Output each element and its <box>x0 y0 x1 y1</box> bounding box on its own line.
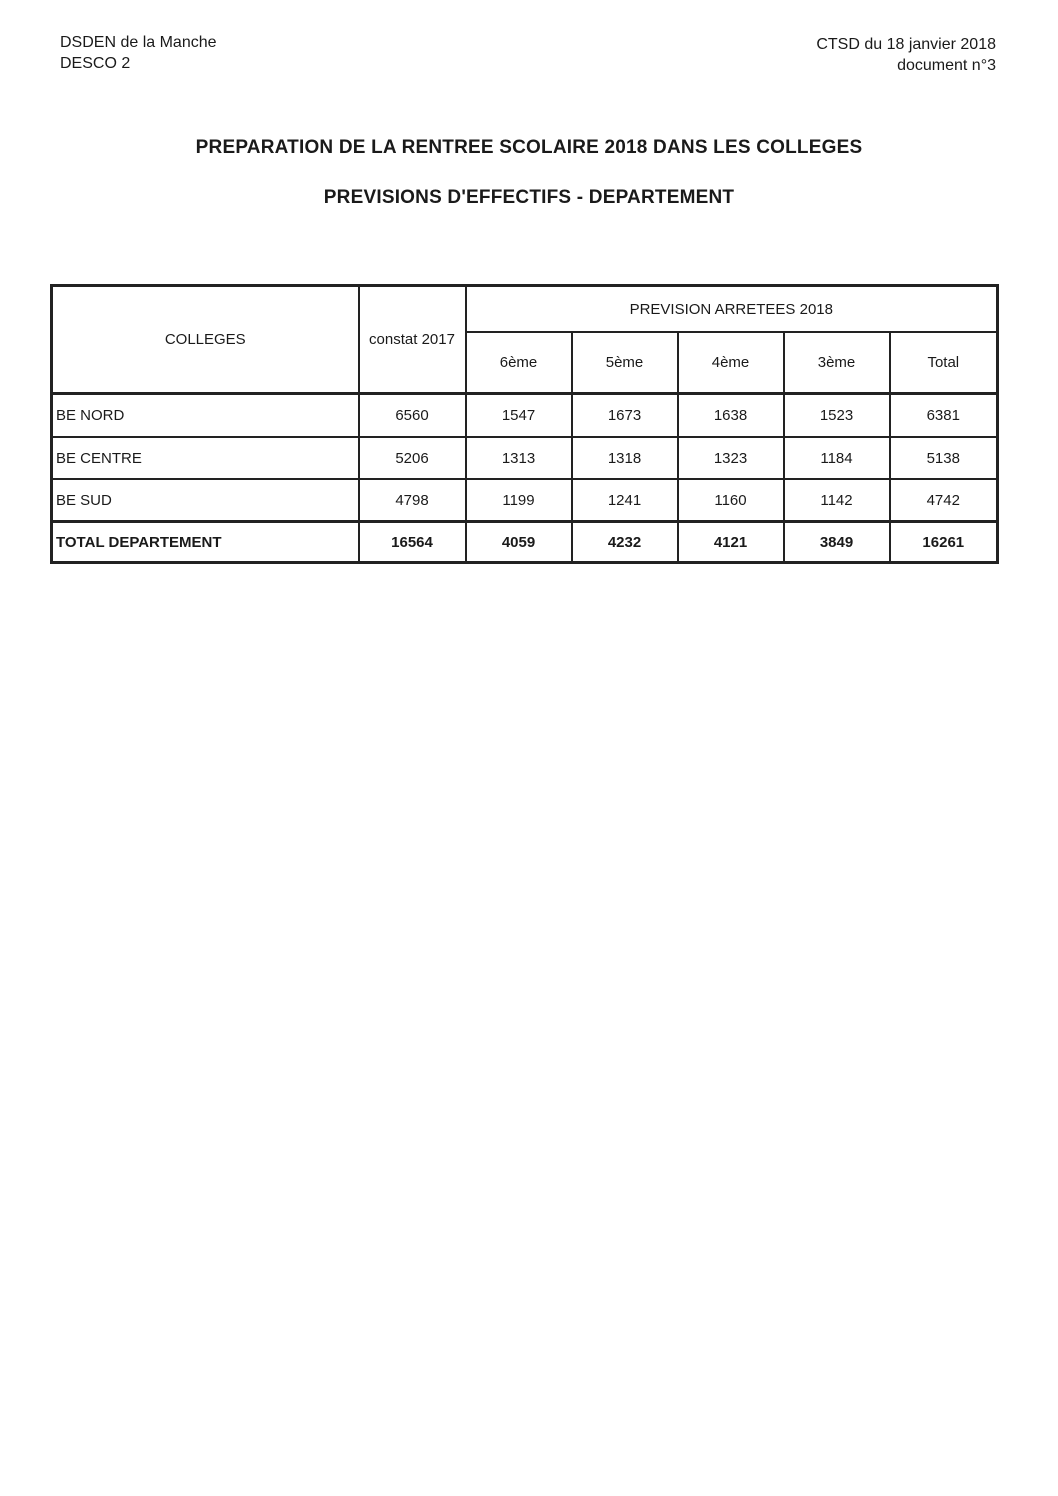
header-meeting: CTSD du 18 janvier 2018 <box>816 36 996 53</box>
cell-4eme: 1160 <box>678 479 784 522</box>
header-doc-number: document n°3 <box>897 57 996 74</box>
total-3eme: 3849 <box>784 522 890 563</box>
cell-3eme: 1184 <box>784 437 890 479</box>
cell-5eme: 1241 <box>572 479 678 522</box>
cell-3eme: 1523 <box>784 394 890 438</box>
total-row <box>52 522 998 563</box>
header-org: DSDEN de la Manche <box>60 34 217 51</box>
cell-constat: 6560 <box>359 394 466 438</box>
cell-6eme: 1313 <box>466 437 572 479</box>
table-row <box>52 479 998 522</box>
col-constat-header: constat 2017 <box>359 286 466 394</box>
table-row <box>52 394 998 438</box>
col-prevision-header: PREVISION ARRETEES 2018 <box>466 286 998 333</box>
page-title: PREPARATION DE LA RENTREE SCOLAIRE 2018 DANS LES COLLEGES <box>195 137 863 158</box>
cell-5eme: 1318 <box>572 437 678 479</box>
row-name: BE SUD <box>52 479 359 522</box>
cell-constat: 4798 <box>359 479 466 522</box>
total-4eme: 4121 <box>678 522 784 563</box>
header-service: DESCO 2 <box>60 55 131 72</box>
header-right <box>816 34 996 76</box>
cell-4eme: 1323 <box>678 437 784 479</box>
header-row-top <box>52 286 998 333</box>
header-left <box>60 32 217 74</box>
cell-6eme: 1199 <box>466 479 572 522</box>
cell-6eme: 1547 <box>466 394 572 438</box>
col-4eme-header: 4ème <box>678 332 784 394</box>
cell-constat: 5206 <box>359 437 466 479</box>
total-constat: 16564 <box>359 522 466 563</box>
col-colleges-header: COLLEGES <box>52 286 359 394</box>
total-6eme: 4059 <box>466 522 572 563</box>
cell-5eme: 1673 <box>572 394 678 438</box>
row-name: BE NORD <box>52 394 359 438</box>
row-name: BE CENTRE <box>52 437 359 479</box>
total-row-name: TOTAL DEPARTEMENT <box>52 522 359 563</box>
cell-4eme: 1638 <box>678 394 784 438</box>
page-subtitle: PREVISIONS D'EFFECTIFS - DEPARTEMENT <box>323 187 735 208</box>
total-total: 16261 <box>890 522 998 563</box>
cell-total: 4742 <box>890 479 998 522</box>
cell-total: 5138 <box>890 437 998 479</box>
table-row <box>52 437 998 479</box>
cell-total: 6381 <box>890 394 998 438</box>
col-3eme-header: 3ème <box>784 332 890 394</box>
forecast-table <box>50 284 999 564</box>
col-6eme-header: 6ème <box>466 332 572 394</box>
col-5eme-header: 5ème <box>572 332 678 394</box>
cell-3eme: 1142 <box>784 479 890 522</box>
total-5eme: 4232 <box>572 522 678 563</box>
col-total-header: Total <box>890 332 998 394</box>
